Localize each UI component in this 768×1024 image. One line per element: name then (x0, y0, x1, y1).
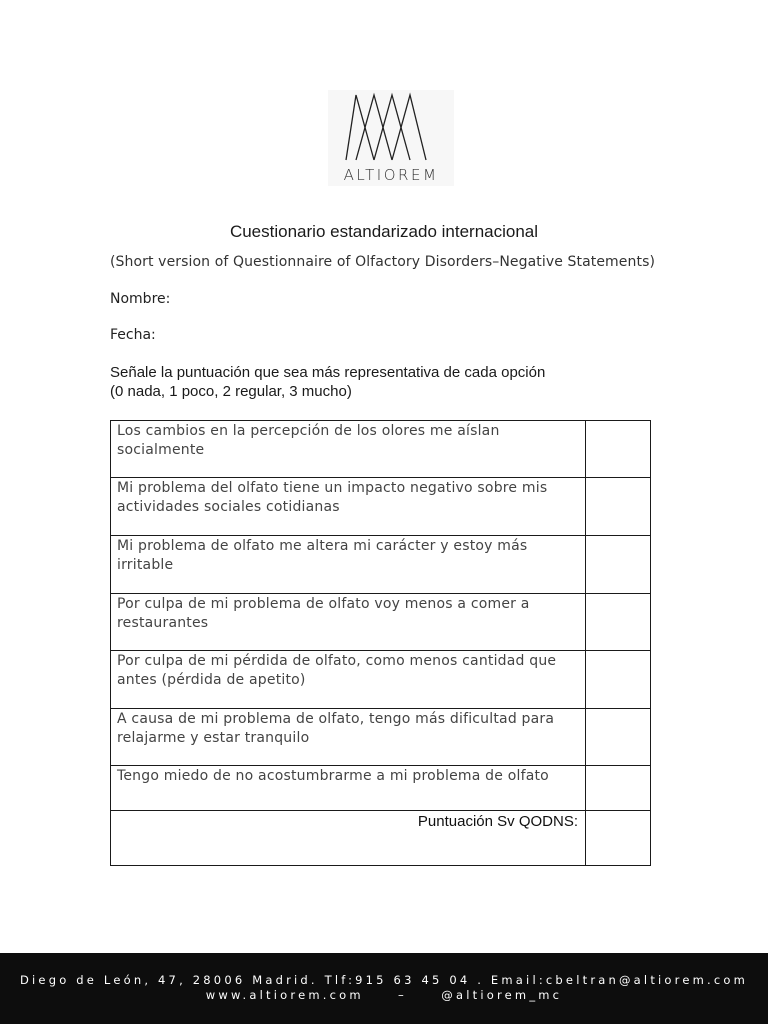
question-text (111, 651, 586, 709)
date-field-label: Fecha: (110, 327, 156, 343)
question-line: A causa de mi problema de olfato, tengo más dificultad para (117, 711, 555, 727)
instructions (110, 363, 545, 401)
question-line: Mi problema del olfato tiene un impacto negativo sobre mis (117, 480, 548, 496)
question-line: Por culpa de mi problema de olfato voy menos a comer a (117, 596, 530, 612)
footer-web: www.altiorem.com (205, 988, 364, 1002)
question-line: irritable (117, 557, 174, 573)
question-line: socialmente (117, 442, 205, 458)
logo-peak-2 (356, 95, 392, 160)
question-line: antes (pérdida de apetito) (117, 672, 306, 688)
footer-separator: – (398, 988, 407, 1002)
footer-social: @altiorem_mc (441, 988, 563, 1002)
footer-links (0, 988, 768, 1002)
footer-contact: Diego de León, 47, 28006 Madrid. Tlf:915 63 45 04 . Email:cbeltran@altiorem.com (19, 973, 749, 987)
document-subtitle: (Short version of Questionnaire of Olfactory Disorders–Negative Statements) (110, 254, 656, 270)
question-line: Por culpa de mi pérdida de olfato, como menos cantidad que (117, 653, 557, 669)
question-row (111, 594, 651, 651)
question-line: actividades sociales cotidianas (117, 499, 340, 515)
question-text (111, 421, 586, 478)
question-row (111, 709, 651, 766)
logo-peak-3 (374, 95, 410, 160)
question-text (111, 594, 586, 651)
question-text (111, 478, 586, 536)
document-title: Cuestionario estandarizado internacional (229, 222, 539, 241)
score-cell[interactable] (586, 594, 651, 651)
question-line: restaurantes (117, 615, 209, 631)
score-cell[interactable] (586, 709, 651, 766)
question-line: Mi problema de olfato me altera mi carácter y estoy más (117, 538, 528, 554)
score-cell[interactable] (586, 478, 651, 536)
question-row (111, 651, 651, 709)
logo-peak-4 (392, 95, 426, 160)
score-cell[interactable] (586, 536, 651, 594)
question-line: relajarme y estar tranquilo (117, 730, 310, 746)
total-row (111, 811, 651, 866)
footer (0, 953, 768, 1024)
questionnaire-table (110, 420, 651, 866)
total-score-label: Puntuación Sv QODNS: (111, 811, 586, 866)
score-cell[interactable] (586, 651, 651, 709)
question-text (111, 536, 586, 594)
instructions-line-1: Señale la puntuación que sea más representativa de cada opción (110, 364, 546, 381)
score-cell[interactable] (586, 421, 651, 478)
total-score-cell[interactable] (586, 811, 651, 866)
instructions-line-2: (0 nada, 1 poco, 2 regular, 3 mucho) (110, 383, 352, 400)
question-row (111, 421, 651, 478)
question-line: Los cambios en la percepción de los olores me aíslan (117, 423, 500, 439)
question-row (111, 478, 651, 536)
question-text (111, 709, 586, 766)
name-field-label: Nombre: (110, 291, 171, 307)
question-line: Tengo miedo de no acostumbrarme a mi problema de olfato (117, 768, 549, 784)
question-row (111, 536, 651, 594)
altiorem-logo (328, 90, 454, 186)
score-cell[interactable] (586, 766, 651, 811)
logo-wordmark: ALTIOREM (343, 166, 439, 184)
question-text (111, 766, 586, 811)
question-row (111, 766, 651, 811)
logo-mark (328, 90, 454, 186)
logo-peak-1 (346, 95, 374, 160)
